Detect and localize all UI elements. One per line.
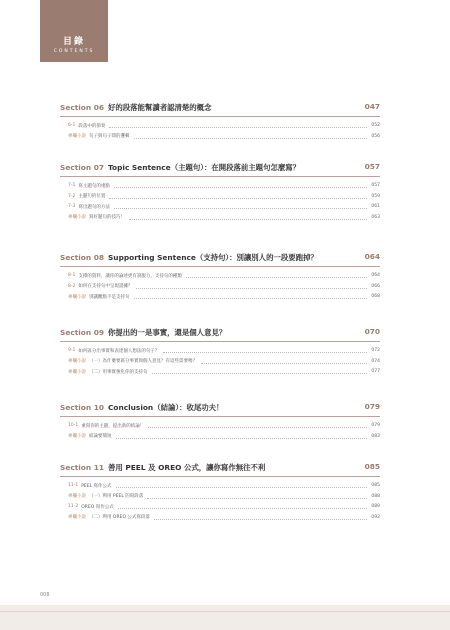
entry-number: 8-2 xyxy=(68,283,76,289)
entry-title: 主題句的位置 xyxy=(78,194,106,199)
section-label: Section 09 xyxy=(60,327,104,337)
entry-number: 專欄小說 xyxy=(68,494,86,499)
entry-title: 別讓觀點不是支持句 xyxy=(89,294,130,300)
toc-entry[interactable] xyxy=(68,282,380,291)
toc-entry[interactable] xyxy=(68,292,380,301)
entry-title: 寫出題句的方法 xyxy=(78,204,110,210)
section-heading[interactable] xyxy=(60,400,380,414)
entry-number: 專欄小說 xyxy=(68,434,86,439)
entry-page-number: 063 xyxy=(371,214,380,220)
entry-page-number: 083 xyxy=(371,433,380,439)
entry-page-number: 064 xyxy=(371,273,380,278)
footer-band xyxy=(0,605,450,630)
dot-leader xyxy=(148,427,367,428)
entry-number: 6-1 xyxy=(68,123,76,128)
toc-entry[interactable] xyxy=(68,121,380,130)
section-label: Section 11 xyxy=(60,462,104,472)
entry-title: 寫好題句的技巧！ xyxy=(89,215,125,220)
entry-page-number: 052 xyxy=(371,123,380,128)
dot-leader xyxy=(154,519,367,520)
toc-entry[interactable] xyxy=(68,271,380,280)
entry-title: 句子與句子間的邏輯 xyxy=(89,134,130,139)
dot-leader xyxy=(109,198,367,199)
section-page-number: 047 xyxy=(364,102,380,111)
dot-leader xyxy=(147,498,367,499)
toc-entry[interactable] xyxy=(68,432,380,441)
contents-subtitle: CONTENTS xyxy=(53,49,95,54)
toc-entry[interactable] xyxy=(68,357,380,366)
contents-title: 目錄 xyxy=(62,37,85,47)
section-page-number: 057 xyxy=(364,162,380,171)
entry-page-number: 092 xyxy=(371,514,380,520)
dot-leader xyxy=(116,487,368,488)
entry-title: 段落中的節奏 xyxy=(78,123,106,129)
section-title: Supporting Sentence（支持句）：別讓別人的一段要跑掉？ xyxy=(107,252,318,262)
page-number: 008 xyxy=(40,592,50,598)
section-label: Section 10 xyxy=(60,402,104,412)
entry-page-number: 056 xyxy=(371,133,380,139)
entry-number: 專欄小說 xyxy=(68,515,86,520)
section-heading[interactable] xyxy=(60,325,380,339)
section-page-number: 079 xyxy=(364,402,380,411)
dot-leader xyxy=(134,138,368,139)
section-label: Section 07 xyxy=(60,162,104,172)
toc-entry[interactable] xyxy=(68,181,380,190)
toc-entry[interactable] xyxy=(68,132,380,141)
entry-number: 專欄小說 xyxy=(68,294,86,300)
toc-entry[interactable] xyxy=(68,192,380,201)
entry-page-number: 079 xyxy=(371,423,380,428)
entry-page-number: 068 xyxy=(371,294,380,299)
section-page-number: 064 xyxy=(364,252,380,261)
toc-entry[interactable] xyxy=(68,202,380,211)
section-title: 善用 PEEL 及 OREO 公式，讓你寫作無往不利 xyxy=(107,462,266,472)
toc-entry[interactable] xyxy=(68,346,380,355)
entry-number: 11-1 xyxy=(68,483,79,488)
toc-entry[interactable] xyxy=(68,502,380,511)
section-title: 你提出的一是事實，還是個人意見？ xyxy=(107,327,227,337)
section-heading[interactable] xyxy=(60,250,380,264)
section-title: 好的段落能幫讀者認清楚的概念 xyxy=(107,102,212,112)
entry-title: （一）為什麼要區分事實與個人意見？有這些需要嗎？ xyxy=(89,359,197,364)
section-page-number: 070 xyxy=(364,327,380,336)
entry-page-number: 085 xyxy=(371,483,380,488)
entry-number: 7-1 xyxy=(68,183,76,188)
section-label: Section 08 xyxy=(60,252,104,262)
entry-page-number: 088 xyxy=(371,493,380,499)
entry-number: 8-1 xyxy=(68,273,76,278)
entry-title: 寫主題句的重點 xyxy=(78,183,110,189)
dot-leader xyxy=(109,127,367,128)
toc-entry[interactable] xyxy=(68,367,380,376)
dot-leader xyxy=(129,219,367,220)
section-heading[interactable] xyxy=(60,460,380,474)
toc-entry[interactable] xyxy=(68,492,380,501)
entry-title: （二）用事實強化你的支持句 xyxy=(89,369,148,375)
entry-title: 重寫你的主題，提出新的結論！ xyxy=(81,423,145,429)
dot-leader xyxy=(186,277,368,278)
dot-leader xyxy=(116,438,368,439)
entry-title: OREO 寫作公式 xyxy=(81,504,114,510)
entry-title: 如何在支持句中呈現證據？ xyxy=(78,284,133,289)
entry-page-number: 057 xyxy=(371,183,380,188)
section-title: Conclusion（結論）：收尾功夫！ xyxy=(107,402,224,412)
entry-number: 7-3 xyxy=(68,204,76,209)
dot-leader xyxy=(114,208,368,209)
dot-leader xyxy=(114,187,368,188)
section-heading[interactable] xyxy=(60,160,380,174)
entry-page-number: 077 xyxy=(371,369,380,374)
entry-number: 專欄小說 xyxy=(68,369,86,375)
contents-header-tab xyxy=(40,0,108,62)
dot-leader xyxy=(136,288,367,289)
entry-title: PEEL 寫作公式 xyxy=(81,483,112,489)
entry-page-number: 089 xyxy=(371,504,380,509)
entry-page-number: 074 xyxy=(371,358,380,364)
dot-leader xyxy=(201,363,367,364)
entry-number: 10-1 xyxy=(68,423,79,428)
entry-number: 專欄小說 xyxy=(68,215,86,220)
toc-entry[interactable] xyxy=(68,481,380,490)
entry-title: 結論要簡短 xyxy=(89,434,112,439)
section-title: Topic Sentence（主題句）：在開段落前主題句怎麼寫？ xyxy=(107,162,301,172)
dot-leader xyxy=(134,298,368,299)
toc-entry[interactable] xyxy=(68,213,380,222)
entry-number: 7-2 xyxy=(68,193,76,199)
entry-page-number: 061 xyxy=(371,204,380,209)
section-heading[interactable] xyxy=(60,100,380,114)
entry-number: 專欄小說 xyxy=(68,134,86,139)
section-label: Section 06 xyxy=(60,102,104,112)
dot-leader xyxy=(163,352,367,353)
section-page-number: 085 xyxy=(364,462,380,471)
entry-page-number: 066 xyxy=(371,283,380,289)
dot-leader xyxy=(118,508,368,509)
toc-entry[interactable] xyxy=(68,421,380,430)
entry-page-number: 059 xyxy=(371,193,380,199)
entry-number: 11-2 xyxy=(68,504,79,509)
entry-title: 支撐的資料，讓你的論述更有說服力，支持句的種類 xyxy=(78,273,182,279)
entry-number: 9-1 xyxy=(68,348,76,353)
entry-title: （一）利用 PEEL 的寫段落 xyxy=(89,494,144,499)
dot-leader xyxy=(152,373,368,374)
entry-title: 如何區分出事實和表達個人想法的句子？ xyxy=(78,348,160,354)
entry-page-number: 072 xyxy=(371,348,380,353)
toc-entry[interactable] xyxy=(68,513,380,522)
entry-title: （二）利用 OREO 公式寫段落 xyxy=(89,515,150,520)
entry-number: 專欄小說 xyxy=(68,359,86,364)
